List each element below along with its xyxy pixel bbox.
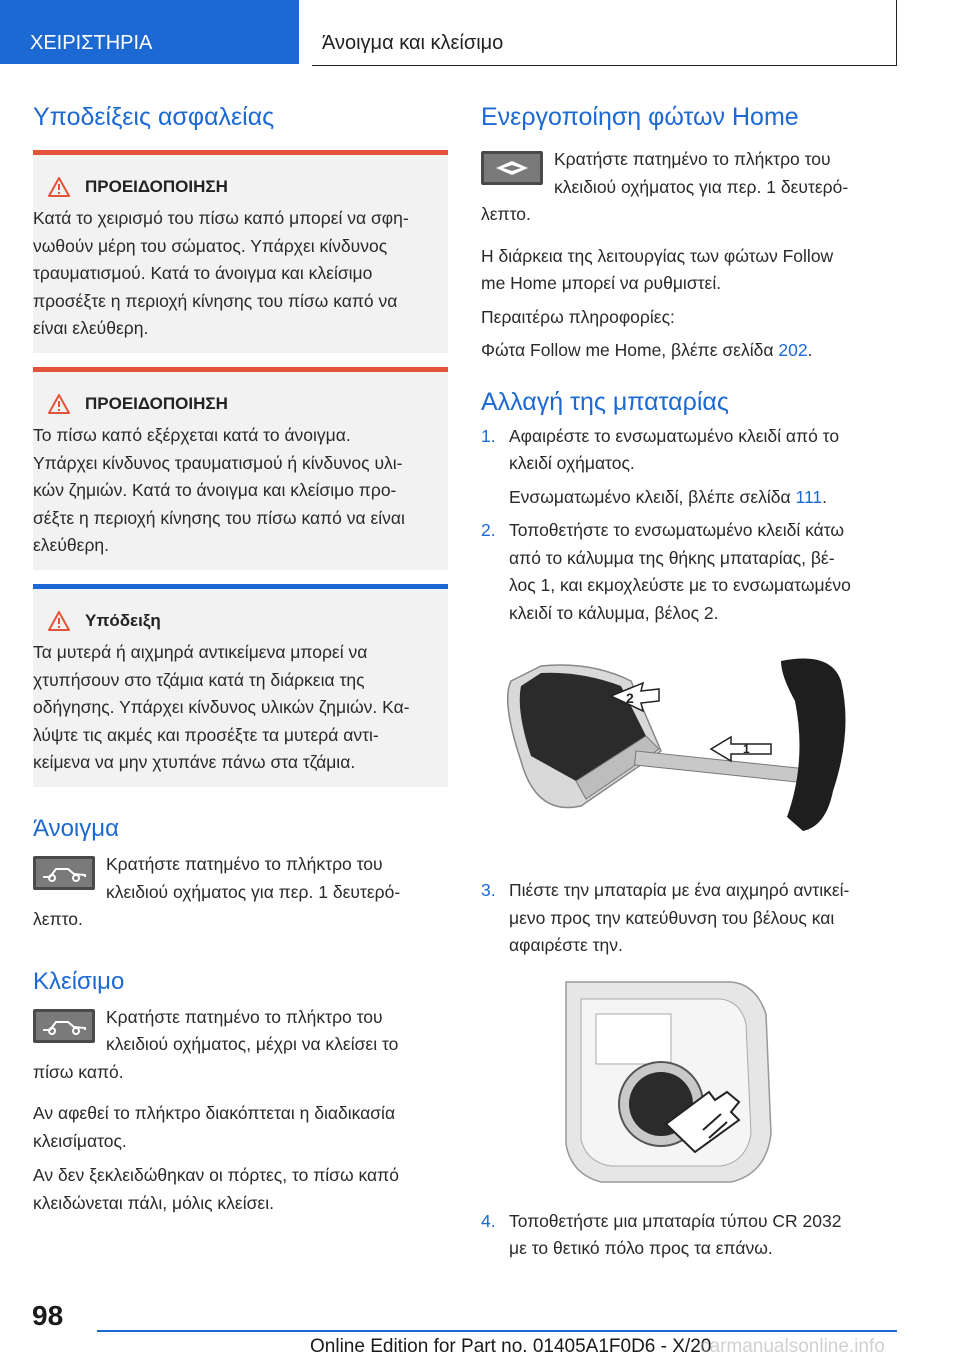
open-title: Άνοιγμα <box>33 815 119 842</box>
figure-label: 2 <box>626 690 634 706</box>
close-instruction: Κρατήστε πατημένο το πλήκτρο του κλειδιού οχήματος, μέχρι να κλείσει το πίσω καπό. <box>33 1006 399 1082</box>
warning-text: Το πίσω καπό εξέρχεται κατά το άνοιγμα. Υπάρχει κίνδυνος τραυματισμού ή κίνδυνος υλι‐ κών ζημιών. Κατά το άνοιγμα και κλείσιμο προ‐ σέξτε η περιοχή κίνησης του πίσω καπό να είναι ελεύθερη. <box>33 425 405 555</box>
page-number: 98 <box>32 1300 64 1331</box>
close-title: Κλείσιμο <box>33 967 125 995</box>
more-info-label: Περαιτέρω πληροφορίες: <box>481 306 675 327</box>
page-link[interactable]: 111 <box>795 486 823 507</box>
page-link[interactable]: 202 <box>778 340 808 360</box>
section-label: ΧΕΙΡΙΣΤΗΡΙΑ <box>0 0 299 64</box>
release-paragraph: Αν αφεθεί το πλήκτρο διακόπτεται η διαδικασία κλεισίματος. <box>33 1103 396 1151</box>
left-column <box>33 100 448 1217</box>
hint-title: Υπόδειξη <box>85 611 161 630</box>
hint-text: Τα μυτερά ή αιχμηρά αντικείμενα μπορεί να χτυπήσουν στο τζάμια κατά τη διάρκεια της οδήγησης. Υπάρχει κίνδυνος υλικών ζημιών. Κα‐ λύψτε τις ακμές και προσέξτε τα μυτερά αντι‐ κείμενα να μην χτυπάνε πάνω στα τζάμια. <box>33 642 410 772</box>
step-2: 2. Τοποθετήστε το ενσωματωμένο κλειδί κάτω από το κάλυμμα της θήκης μπαταρίας, βέ‐ λος 1, και εκμοχλεύστε με το ενσωματωμένο κλειδί το κάλυμμα, βέλος 2. <box>481 520 851 623</box>
figure-label: 1 <box>743 742 750 756</box>
warning-triangle-icon <box>33 177 85 197</box>
home-lights-title: Ενεργοποίηση φώτων Home <box>481 103 799 131</box>
right-column <box>481 100 899 1263</box>
topic-label: Άνοιγμα και κλείσιμο <box>312 0 897 66</box>
page-header <box>0 0 960 68</box>
hint-box <box>33 584 448 787</box>
key-battery-cover-illustration <box>481 641 899 871</box>
home-lights-reference: Φώτα Follow me Home, βλέπε σελίδα 202. <box>481 340 813 360</box>
duration-paragraph: Η διάρκεια της λειτουργίας των φώτων Follow me Home μπορεί να ρυθμιστεί. <box>481 245 834 293</box>
lock-paragraph: Αν δεν ξεκλειδώθηκαν οι πόρτες, το πίσω καπό κλειδώνεται πάλι, μόλις κλείσει. <box>33 1165 399 1213</box>
warning-triangle-icon <box>33 394 85 414</box>
trunk-button-icon <box>33 856 95 890</box>
footer-divider <box>97 1330 897 1332</box>
open-instruction: Κρατήστε πατημένο το πλήκτρο του κλειδιού οχήματος για περ. 1 δευτερό‐ λεπτο. <box>33 854 401 929</box>
home-instruction: Κρατήστε πατημένο το πλήκτρο του κλειδιού οχήματος για περ. 1 δευτερό‐ λεπτο. <box>481 149 849 224</box>
step-1: 1. Αφαιρέστε το ενσωματωμένο κλειδί από το κλειδί οχήματος. Ενσωματωμένο κλειδί, βλέπε σελίδα 111. <box>481 425 840 507</box>
warning-title: ΠΡΟΕΙΔΟΠΟΙΗΣΗ <box>85 394 228 413</box>
watermark: carmanualsonline.info <box>700 1336 885 1357</box>
lock-button-icon <box>481 151 543 185</box>
edition-label: Online Edition for Part no. 01405A1F0D6 - X/20 <box>310 1336 712 1357</box>
warning-title: ΠΡΟΕΙΔΟΠΟΙΗΣΗ <box>85 177 228 196</box>
warning-box-2 <box>33 367 448 570</box>
battery-title: Αλλαγή της μπαταρίας <box>481 387 729 416</box>
step-3: 3. Πιέστε την μπαταρία με ένα αιχμηρό αντικεί‐ μενο προς την κατεύθυνση του βέλους και αφαιρέστε την. <box>481 880 850 955</box>
step-4: 4. Τοποθετήστε μια μπαταρία τύπου CR 2032 με το θετικό πόλο προς τα επάνω. <box>481 1210 842 1258</box>
warning-triangle-icon <box>33 611 85 631</box>
safety-title: Υποδείξεις ασφαλείας <box>33 103 275 131</box>
warning-box-1 <box>33 150 448 353</box>
trunk-button-icon <box>33 1009 95 1043</box>
warning-text: Κατά το χειρισμό του πίσω καπό μπορεί να σφη‐ νωθούν μέρη του σώματος. Υπάρχει κίνδυνος τραυματισμού. Κατά το άνοιγμα και κλείσιμο προσέξτε η περιοχή κίνησης του πίσω καπό να είναι ελεύθερη. <box>33 208 409 338</box>
battery-compartment-illustration <box>481 974 899 1194</box>
